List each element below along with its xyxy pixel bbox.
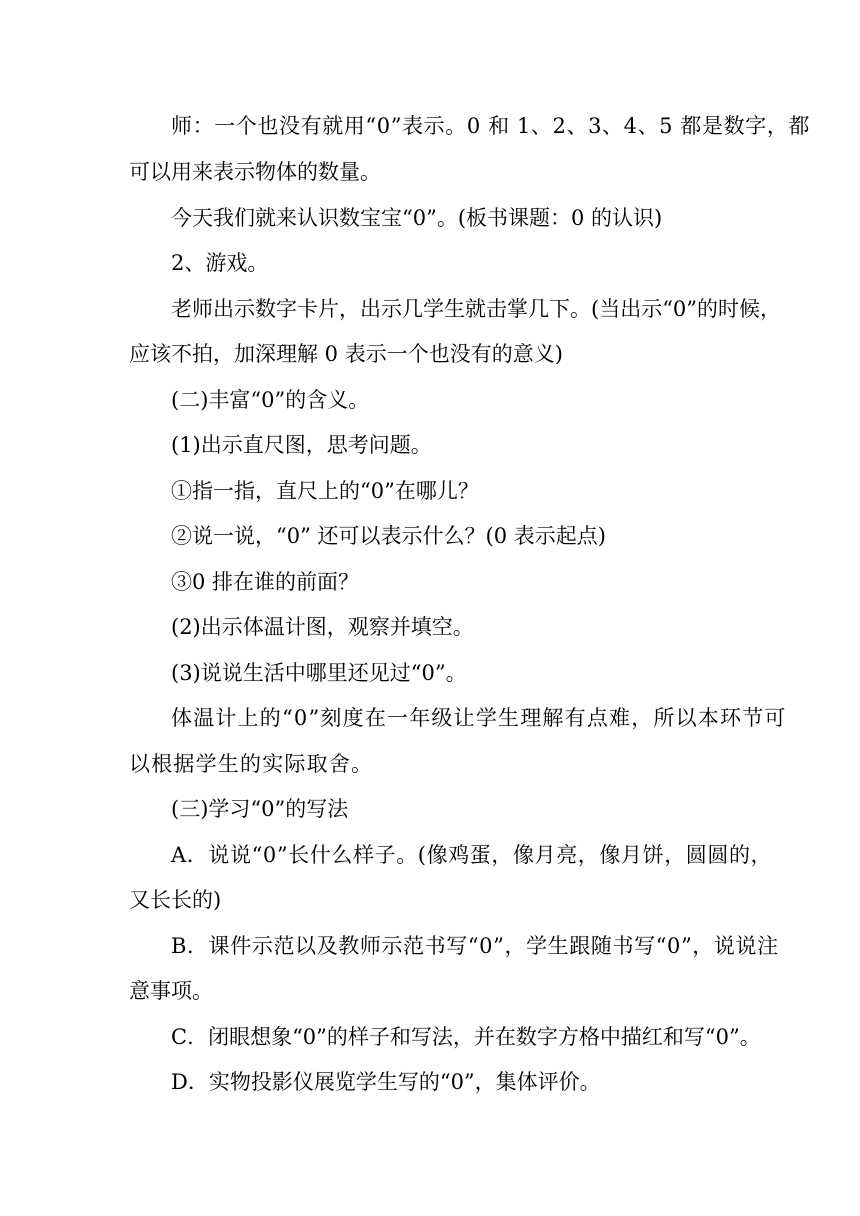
- list-item-order: ③0 排在谁的前面？: [171, 570, 360, 594]
- list-item-say: ②说一说，“0” 还可以表示什么？(0 表示起点): [171, 524, 606, 548]
- paragraph-teacher-line-1: 师：一个也没有就用“0”表示。0 和 1、2、3、4、5 都是数字，都: [171, 114, 811, 138]
- list-item-c: C．闭眼想象“0”的样子和写法，并在数字方格中描红和写“0”。: [171, 1025, 761, 1049]
- list-item-ruler: (1)出示直尺图，思考问题。: [171, 433, 432, 457]
- section-heading-meaning: (二)丰富“0”的含义。: [171, 388, 370, 412]
- list-item-b-line-2: 意事项。: [129, 979, 213, 1003]
- paragraph-topic-intro: 今天我们就来认识数宝宝“0”。(板书课题：0 的认识): [171, 206, 663, 230]
- paragraph-note-line-2: 以根据学生的实际取舍。: [129, 752, 374, 776]
- paragraph-game-heading: 2、游戏。: [171, 251, 269, 275]
- list-item-b-line-1: B．课件示范以及教师示范书写“0”，学生跟随书写“0”，说说注: [171, 934, 779, 958]
- list-item-point: ①指一指，直尺上的“0”在哪儿？: [171, 479, 479, 503]
- section-heading-writing: (三)学习“0”的写法: [171, 797, 349, 821]
- list-item-d: D．实物投影仪展览学生写的“0”，集体评价。: [171, 1070, 601, 1094]
- list-item-thermometer: (2)出示体温计图，观察并填空。: [171, 615, 474, 639]
- paragraph-game-line-2: 应该不拍，加深理解 0 表示一个也没有的意义): [129, 342, 563, 366]
- list-item-life: (3)说说生活中哪里还见过“0”。: [171, 661, 467, 685]
- list-item-a-line-1: A．说说“0”长什么样子。(像鸡蛋，像月亮，像月饼，圆圆的，: [171, 843, 773, 867]
- list-item-a-line-2: 又长长的): [129, 888, 222, 912]
- paragraph-note-line-1: 体温计上的“0”刻度在一年级让学生理解有点难，所以本环节可: [171, 706, 787, 730]
- paragraph-game-line-1: 老师出示数字卡片，出示几学生就击掌几下。(当出示“0”的时候，: [171, 297, 782, 321]
- paragraph-teacher-line-2: 可以用来表示物体的数量。: [129, 160, 381, 184]
